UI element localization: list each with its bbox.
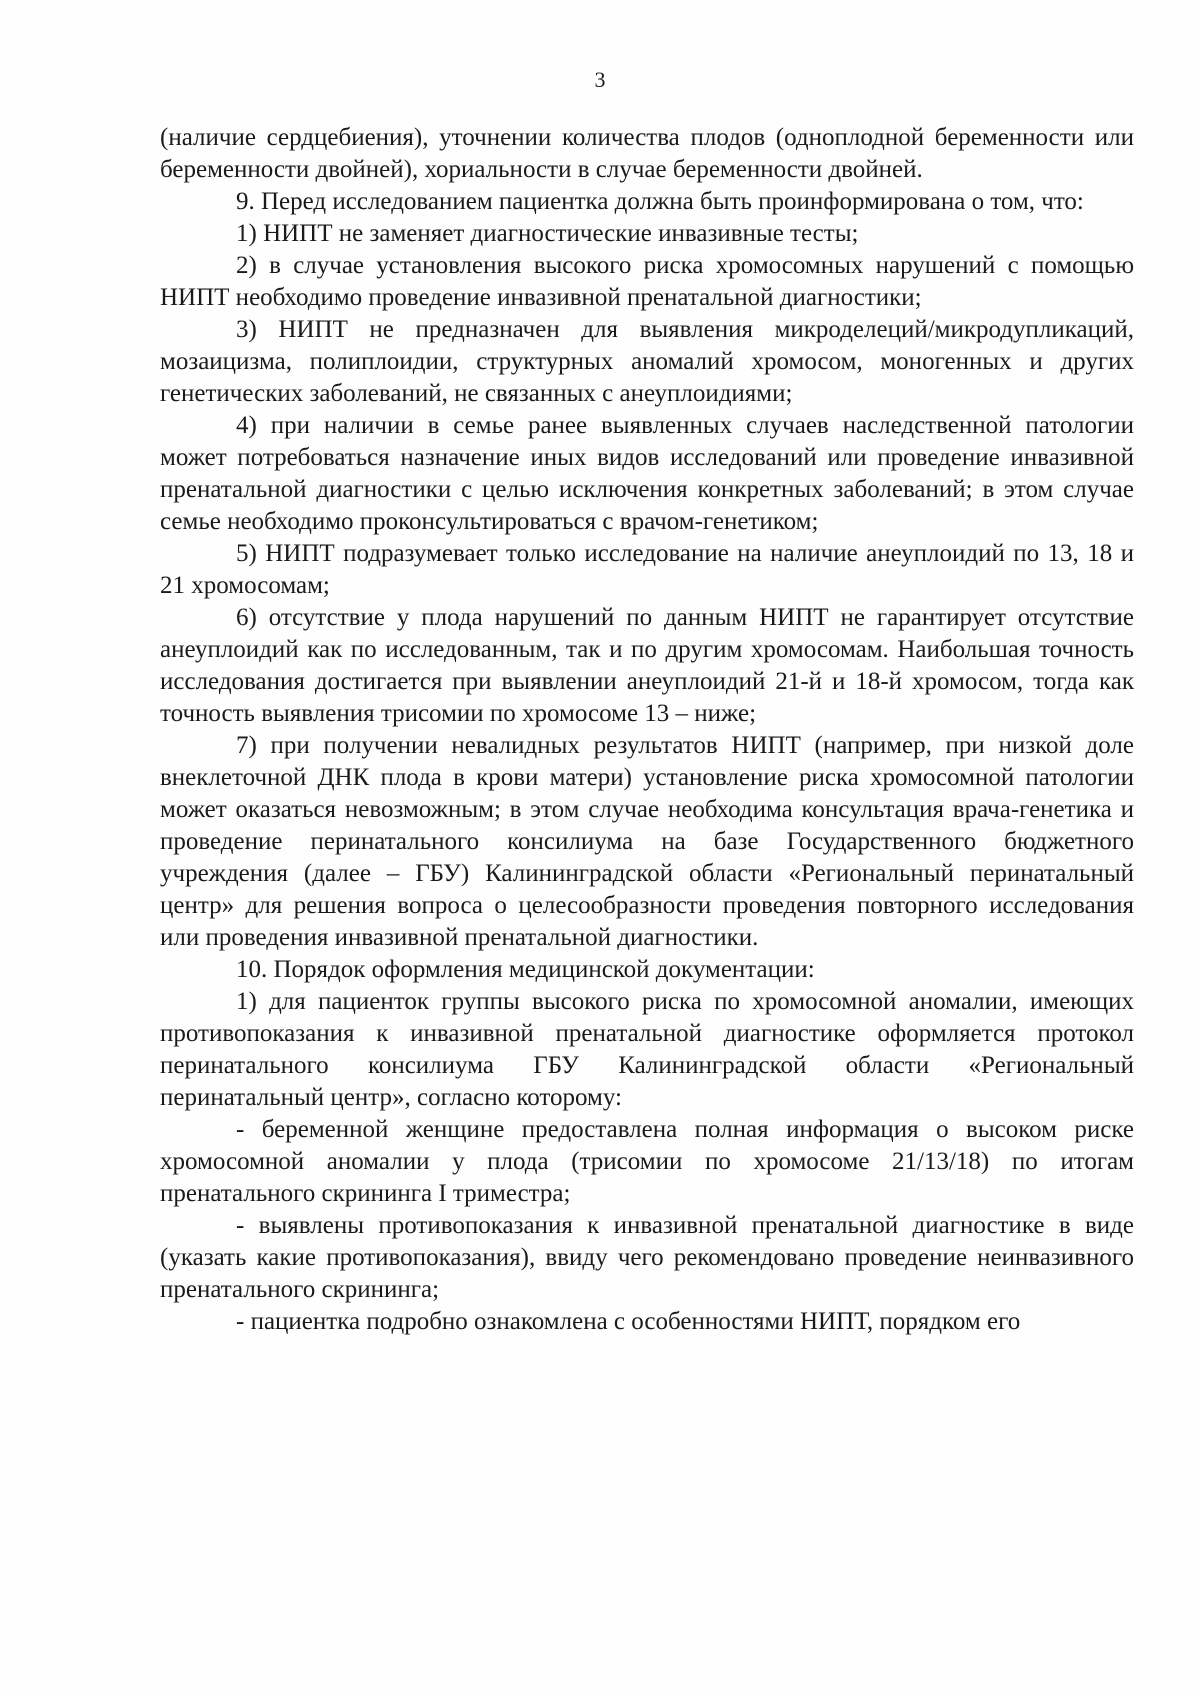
paragraph-subitem-2: 2) в случае установления высокого риска хромосомных нарушений с помощью НИПТ необходимо проведение инвазивной пренатальной диагностики;	[160, 252, 1134, 311]
paragraph-subitem-7: 7) при получении невалидных результатов НИПТ (например, при низкой доле внеклеточной ДНК плода в крови матери) установление риска хромосомной патологии может оказаться невозможным; в этом случае необходима консультация врача-генетика и проведение перинатального консилиума на базе Государственного бюджетного учреждения (далее – ГБУ) Калининградской области «Региональный перинатальный центр» для решения вопроса о целесообразности проведения повторного исследования или проведения инвазивной пренатальной диагностики.	[160, 732, 1134, 951]
paragraph-subitem-6: 6) отсутствие у плода нарушений по данным НИПТ не гарантирует отсутствие анеуплоидий как по исследованным, так и по другим хромосомам. Наибольшая точность исследования достигается при выявлении анеуплоидий 21-й и 18-й хромосом, тогда как точность выявления трисомии по хромосоме 13 – ниже;	[160, 604, 1134, 727]
paragraph-item-10-subitem-1: 1) для пациенток группы высокого риска по хромосомной аномалии, имеющих противопоказания к инвазивной пренатальной диагностике оформляется протокол перинатального консилиума ГБУ Калининградской области «Региональный перинатальный центр», согласно которому:	[160, 988, 1134, 1111]
paragraph-subitem-4: 4) при наличии в семье ранее выявленных случаев наследственной патологии может потребоваться назначение иных видов исследований или проведение инвазивной пренатальной диагностики с целью исключения конкретных заболеваний; в этом случае семье необходимо проконсультироваться с врачом-генетиком;	[160, 412, 1134, 535]
paragraph-continuation: (наличие сердцебиения), уточнении количества плодов (одноплодной беременности или беременности двойней), хориальности в случае беременности двойней.	[160, 124, 1134, 183]
paragraph-subitem-3: 3) НИПТ не предназначен для выявления микроделеций/микродупликаций, мозаицизма, полиплоидии, структурных аномалий хромосом, моногенных и других генетических заболеваний, не связанных с анеуплоидиями;	[160, 316, 1134, 407]
paragraph-dash-item-1: - беременной женщине предоставлена полная информация о высоком риске хромосомной аномалии у плода (трисомии по хромосоме 21/13/18) по итогам пренатального скрининга I триместра;	[160, 1116, 1134, 1207]
paragraph-subitem-5: 5) НИПТ подразумевает только исследование на наличие анеуплоидий по 13, 18 и 21 хромосомам;	[160, 540, 1134, 599]
page-number: 3	[594, 67, 606, 92]
paragraph-dash-item-2: - выявлены противопоказания к инвазивной пренатальной диагностике в виде (указать какие противопоказания), ввиду чего рекомендовано проведение неинвазивного пренатального скрининга;	[160, 1212, 1134, 1303]
document-body	[160, 122, 1134, 1338]
paragraph-item-9: 9. Перед исследованием пациентка должна быть проинформирована о том, что:	[236, 188, 1084, 215]
paragraph-subitem-1: 1) НИПТ не заменяет диагностические инвазивные тесты;	[236, 220, 859, 247]
paragraph-item-10: 10. Порядок оформления медицинской документации:	[236, 956, 815, 983]
paragraph-dash-item-3: - пациентка подробно ознакомлена с особенностями НИПТ, порядком его	[236, 1308, 1021, 1335]
